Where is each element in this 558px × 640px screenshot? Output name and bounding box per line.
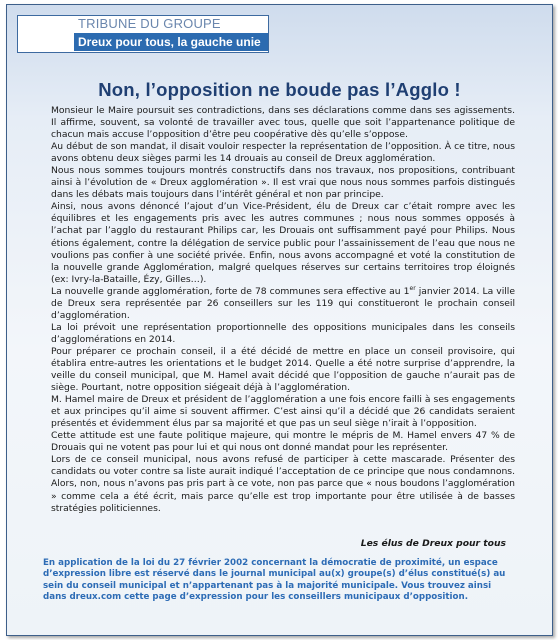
article-body [51, 105, 515, 515]
legal-footer-note: En application de la loi du 27 février 2002 concernant la démocratie de proximité, un espace d’expression libre est réservé dans le journal municipal au(x) groupe(s) d’élus constitué(s) au sein du conseil municipal et n’appartenant pas à la majorité municipale. Vous trouvez ainsi dans dreux.com cette page d’expression pour les conseillers municipaux d’opposition. [43, 558, 506, 602]
paragraph: Lors de ce conseil municipal, nous avons refusé de participer à cette mascarade. Présenter des candidats ou voter contre sa liste aurait indiqué l’acceptation de ce principe que nous condamnons. Alors, non, nous n’avons pas pris part à ce vote, non pas parce que « nous boudons l’agglomération » comme cela a été écrit, mais parce qu’elle est trop importante pour être utilisée à de basses stratégies politiciennes. [51, 454, 515, 514]
banner-tag: TRIBUNE DU GROUPE [78, 16, 221, 31]
paragraph: Cette attitude est une faute politique majeure, qui montre le mépris de M. Hamel envers 47 % de Drouais qui ne votent pas pour lui et qui nous ont donné mandat pour les représenter. [51, 430, 515, 454]
article-signature: Les élus de Dreux pour tous [360, 538, 506, 549]
paragraph: Ainsi, nous avons dénoncé l’ajout d’un Vice-Président, élu de Dreux car c’était rompre avec les équilibres et les engagements pris avec les autres communes ; nous nous sommes opposés à l’achat par l’agglo du restaurant Philips car, les Drouais ont suffisamment payé pour Philips. Nous étions également, contre la délégation de service public pour l’assainissement de l’eau que nous ne voulions pas confier à une société privée. Enfin, nous avons accompagné et voté la constitution de la nouvelle grande Agglomération, malgré quelques réserves sur certains territoires trop éloignés (ex: Ivry-la-Bataille, Ézy, Gilles…). [51, 201, 515, 285]
paragraph: Nous nous sommes toujours montrés constructifs dans nos travaux, nos propositions, contribuant ainsi à l’évolution de « Dreux agglomération ». Il est vrai que nous nous sommes parfois distingués dans les débats mais toujours dans l’intérêt général et non par principe. [51, 165, 515, 201]
paragraph-with-date: La nouvelle grande agglomération, forte de 78 communes sera effective au 1er janvier 2014. La ville de Dreux sera représentée par 26 conseillers sur les 119 qui constitueront le prochain conseil d’agglomération. [51, 284, 516, 321]
paragraph: Au début de son mandat, il disait vouloir respecter la représentation de l’opposition. À ce titre, nous avons obtenu deux sièges parmi les 14 drouais au conseil de Dreux agglomération. [51, 141, 515, 165]
tribune-frame [6, 4, 553, 636]
paragraph: Pour préparer ce prochain conseil, il a été décidé de mettre en place un conseil provisoire, qui établira entre-autres les orientations et le budget 2014. Quelle a été notre surprise d’apprendre, la veille du conseil municipal, que M. Hamel avait décidé que l’opposition de gauche n’aurait pas de siège. Pourtant, notre opposition siégeait déjà à l’agglomération. [51, 345, 515, 394]
paragraph: Monsieur le Maire poursuit ses contradictions, dans ses déclarations comme dans ses agissements. Il affirme, souvent, sa volonté de travailler avec tous, quelle que soit l’appartenance politique de chacun mais accuse l’opposition d’être peu coopérative dès qu’elle s’oppose. [51, 105, 515, 141]
ordinal-suffix: er [409, 284, 416, 292]
group-banner [17, 15, 269, 53]
paragraph: La loi prévoit une représentation proportionnelle des oppositions municipales dans les conseils d’agglomérations en 2014. [51, 321, 515, 345]
article-title: Non, l’opposition ne boude pas l’Agglo ! [98, 79, 461, 100]
banner-group-name: Dreux pour tous, la gauche unie [74, 33, 268, 51]
paragraph: M. Hamel maire de Dreux et président de l’agglomération a une fois encore failli à ses engagements et aux principes qu’il aime si souvent affirmer. C’est ainsi qu’il a décidé que 26 candidats seraient présentés et évidemment élus par sa majorité et que pas un seul siège n’irait à l’opposition. [51, 394, 515, 430]
